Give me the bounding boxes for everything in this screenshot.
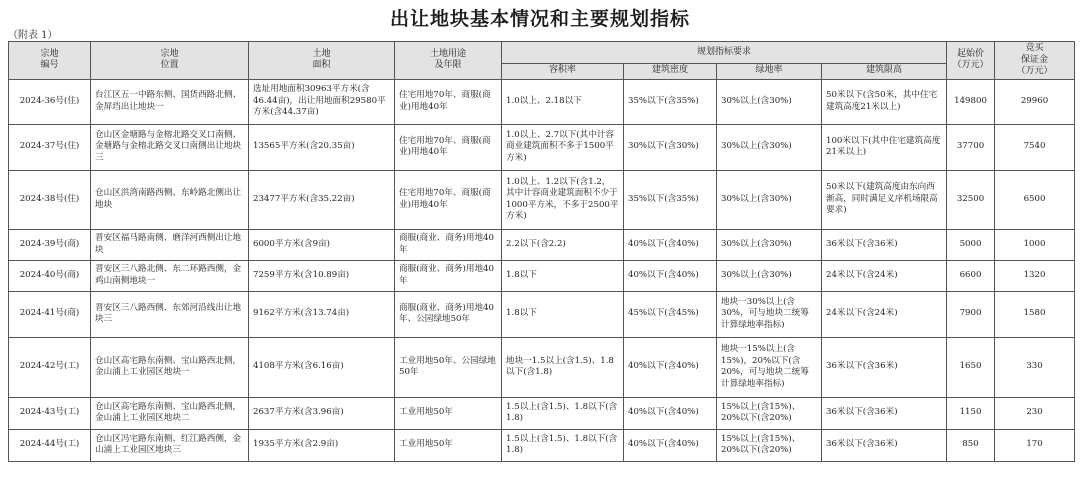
parcel-no-cell: 2024-37号(住) bbox=[9, 124, 91, 170]
density-cell: 40%以下(含40%) bbox=[624, 429, 717, 461]
height-cell: 36米以下(含36米) bbox=[822, 429, 947, 461]
density-cell: 40%以下(含40%) bbox=[624, 260, 717, 291]
far-cell: 1.0以上、2.7以下(其中计容商业建筑面积不多于1500平方米) bbox=[502, 124, 624, 170]
green-cell: 30%以上(含30%) bbox=[717, 170, 822, 229]
location-cell: 仓山区金塘路与金榕北路交叉口南侧、金塘路与金榕北路交叉口南侧出让地块三 bbox=[91, 124, 249, 170]
density-cell: 35%以下(含35%) bbox=[624, 79, 717, 124]
parcel-no-cell: 2024-43号(工) bbox=[9, 397, 91, 429]
deposit-cell: 230 bbox=[995, 397, 1075, 429]
table-row bbox=[9, 337, 1075, 397]
height-cell: 50米以下(建筑高度由东向西渐高，同时满足义序机场限高要求) bbox=[822, 170, 947, 229]
table-row bbox=[9, 79, 1075, 124]
start-price-cell: 7900 bbox=[947, 291, 995, 337]
appendix-label: （附表 1） bbox=[8, 30, 58, 41]
land-parcel-table bbox=[8, 41, 1075, 462]
far-cell: 1.5以上(含1.5)、1.8以下(含1.8) bbox=[502, 429, 624, 461]
green-cell: 30%以上(含30%) bbox=[717, 229, 822, 260]
density-cell: 30%以下(含30%) bbox=[624, 124, 717, 170]
location-cell: 仓山区洪湾南路西侧、东岭路北侧出让地块 bbox=[91, 170, 249, 229]
start-price-cell: 850 bbox=[947, 429, 995, 461]
parcel-no-cell: 2024-42号(工) bbox=[9, 337, 91, 397]
use-cell: 工业用地50年、公园绿地50年 bbox=[395, 337, 502, 397]
height-cell: 36米以下(含36米) bbox=[822, 397, 947, 429]
use-cell: 住宅用地70年、商服(商业)用地40年 bbox=[395, 170, 502, 229]
start-price-cell: 5000 bbox=[947, 229, 995, 260]
table-row bbox=[9, 397, 1075, 429]
use-cell: 工业用地50年 bbox=[395, 429, 502, 461]
start-price-cell: 6600 bbox=[947, 260, 995, 291]
header-height: 建筑限高 bbox=[822, 63, 947, 79]
table-body bbox=[9, 79, 1075, 461]
start-price-cell: 32500 bbox=[947, 170, 995, 229]
density-cell: 45%以下(含45%) bbox=[624, 291, 717, 337]
header-deposit: 竞买 保证金 （万元） bbox=[995, 42, 1075, 80]
parcel-no-cell: 2024-41号(商) bbox=[9, 291, 91, 337]
deposit-cell: 1580 bbox=[995, 291, 1075, 337]
location-cell: 仓山区高宅路东南侧、宝山路西北侧，金山浦上工业园区地块二 bbox=[91, 397, 249, 429]
deposit-cell: 330 bbox=[995, 337, 1075, 397]
header-green: 绿地率 bbox=[717, 63, 822, 79]
height-cell: 50米以下(含50米，其中住宅建筑高度21米以上) bbox=[822, 79, 947, 124]
parcel-no-cell: 2024-40号(商) bbox=[9, 260, 91, 291]
area-cell: 13565平方米(含20.35亩) bbox=[249, 124, 395, 170]
location-cell: 晋安区三八路北侧、东二环路西侧，金鸡山南侧地块一 bbox=[91, 260, 249, 291]
start-price-cell: 1150 bbox=[947, 397, 995, 429]
location-cell: 晋安区福马路南侧、磨洋河西侧出让地块 bbox=[91, 229, 249, 260]
parcel-no-cell: 2024-36号(住) bbox=[9, 79, 91, 124]
density-cell: 40%以下(含40%) bbox=[624, 229, 717, 260]
height-cell: 24米以下(含24米) bbox=[822, 260, 947, 291]
use-cell: 住宅用地70年、商服(商业)用地40年 bbox=[395, 124, 502, 170]
deposit-cell: 1320 bbox=[995, 260, 1075, 291]
far-cell: 1.5以上(含1.5)、1.8以下(含1.8) bbox=[502, 397, 624, 429]
green-cell: 30%以上(含30%) bbox=[717, 260, 822, 291]
area-cell: 7259平方米(含10.89亩) bbox=[249, 260, 395, 291]
far-cell: 1.8以下 bbox=[502, 291, 624, 337]
height-cell: 100米以下(其中住宅建筑高度21米以上) bbox=[822, 124, 947, 170]
far-cell: 1.0以上、2.18以下 bbox=[502, 79, 624, 124]
area-cell: 1935平方米(含2.9亩) bbox=[249, 429, 395, 461]
area-cell: 选址用地面积30963平方米(含46.44亩)，出让用地面积29580平方米(含44.37亩) bbox=[249, 79, 395, 124]
table-row bbox=[9, 170, 1075, 229]
area-cell: 2637平方米(含3.96亩) bbox=[249, 397, 395, 429]
use-cell: 商服(商业、商务)用地40年 bbox=[395, 260, 502, 291]
table-row bbox=[9, 124, 1075, 170]
header-planning: 规划指标要求 bbox=[502, 42, 947, 64]
deposit-cell: 1000 bbox=[995, 229, 1075, 260]
height-cell: 24米以下(含24米) bbox=[822, 291, 947, 337]
parcel-no-cell: 2024-38号(住) bbox=[9, 170, 91, 229]
use-cell: 工业用地50年 bbox=[395, 397, 502, 429]
parcel-no-cell: 2024-39号(商) bbox=[9, 229, 91, 260]
green-cell: 地块一30%以上(含30%，可与地块二统筹计算绿地率指标) bbox=[717, 291, 822, 337]
header-use: 土地用途 及年限 bbox=[395, 42, 502, 80]
page-title: 出让地块基本情况和主要规划指标 bbox=[389, 8, 690, 30]
green-cell: 30%以上(含30%) bbox=[717, 79, 822, 124]
deposit-cell: 7540 bbox=[995, 124, 1075, 170]
table-row bbox=[9, 429, 1075, 461]
far-cell: 地块一1.5以上(含1.5)、1.8以下(含1.8) bbox=[502, 337, 624, 397]
use-cell: 住宅用地70年、商服(商业)用地40年 bbox=[395, 79, 502, 124]
table-row bbox=[9, 260, 1075, 291]
area-cell: 4108平方米(含6.16亩) bbox=[249, 337, 395, 397]
area-cell: 23477平方米(含35.22亩) bbox=[249, 170, 395, 229]
location-cell: 晋安区三八路西侧、东郊河沿线出让地块三 bbox=[91, 291, 249, 337]
far-cell: 2.2以下(含2.2) bbox=[502, 229, 624, 260]
deposit-cell: 6500 bbox=[995, 170, 1075, 229]
use-cell: 商服(商业、商务)用地40年 bbox=[395, 229, 502, 260]
green-cell: 15%以上(含15%)、20%以下(含20%) bbox=[717, 397, 822, 429]
density-cell: 40%以下(含40%) bbox=[624, 337, 717, 397]
parcel-no-cell: 2024-44号(工) bbox=[9, 429, 91, 461]
deposit-cell: 29960 bbox=[995, 79, 1075, 124]
far-cell: 1.0以上、1.2以下(含1.2，其中计容商业建筑面积不少于1000平方米，不多于2500平方米) bbox=[502, 170, 624, 229]
location-cell: 仓山区冯宅路东南侧、红江路西侧，金山浦上工业园区地块三 bbox=[91, 429, 249, 461]
table-row bbox=[9, 229, 1075, 260]
green-cell: 15%以上(含15%)、20%以下(含20%) bbox=[717, 429, 822, 461]
deposit-cell: 170 bbox=[995, 429, 1075, 461]
height-cell: 36米以下(含36米) bbox=[822, 337, 947, 397]
header-far: 容积率 bbox=[502, 63, 624, 79]
density-cell: 40%以下(含40%) bbox=[624, 397, 717, 429]
green-cell: 地块一15%以上(含15%)，20%以下(含20%，可与地块二统筹计算绿地率指标) bbox=[717, 337, 822, 397]
density-cell: 35%以下(含35%) bbox=[624, 170, 717, 229]
start-price-cell: 1650 bbox=[947, 337, 995, 397]
table-row bbox=[9, 291, 1075, 337]
header-parcel-no: 宗地 编号 bbox=[9, 42, 91, 80]
area-cell: 9162平方米(含13.74亩) bbox=[249, 291, 395, 337]
use-cell: 商服(商业、商务)用地40年、公园绿地50年 bbox=[395, 291, 502, 337]
area-cell: 6000平方米(含9亩) bbox=[249, 229, 395, 260]
header-density: 建筑密度 bbox=[624, 63, 717, 79]
header-start-price: 起始价 （万元） bbox=[947, 42, 995, 80]
header-area: 土地 面积 bbox=[249, 42, 395, 80]
header-location: 宗地 位置 bbox=[91, 42, 249, 80]
far-cell: 1.8以下 bbox=[502, 260, 624, 291]
location-cell: 台江区五一中路东侧、国货西路北侧、金屏垱出让地块一 bbox=[91, 79, 249, 124]
height-cell: 36米以下(含36米) bbox=[822, 229, 947, 260]
start-price-cell: 37700 bbox=[947, 124, 995, 170]
location-cell: 仓山区高宅路东南侧、宝山路西北侧，金山浦上工业园区地块一 bbox=[91, 337, 249, 397]
start-price-cell: 149800 bbox=[947, 79, 995, 124]
green-cell: 30%以上(含30%) bbox=[717, 124, 822, 170]
